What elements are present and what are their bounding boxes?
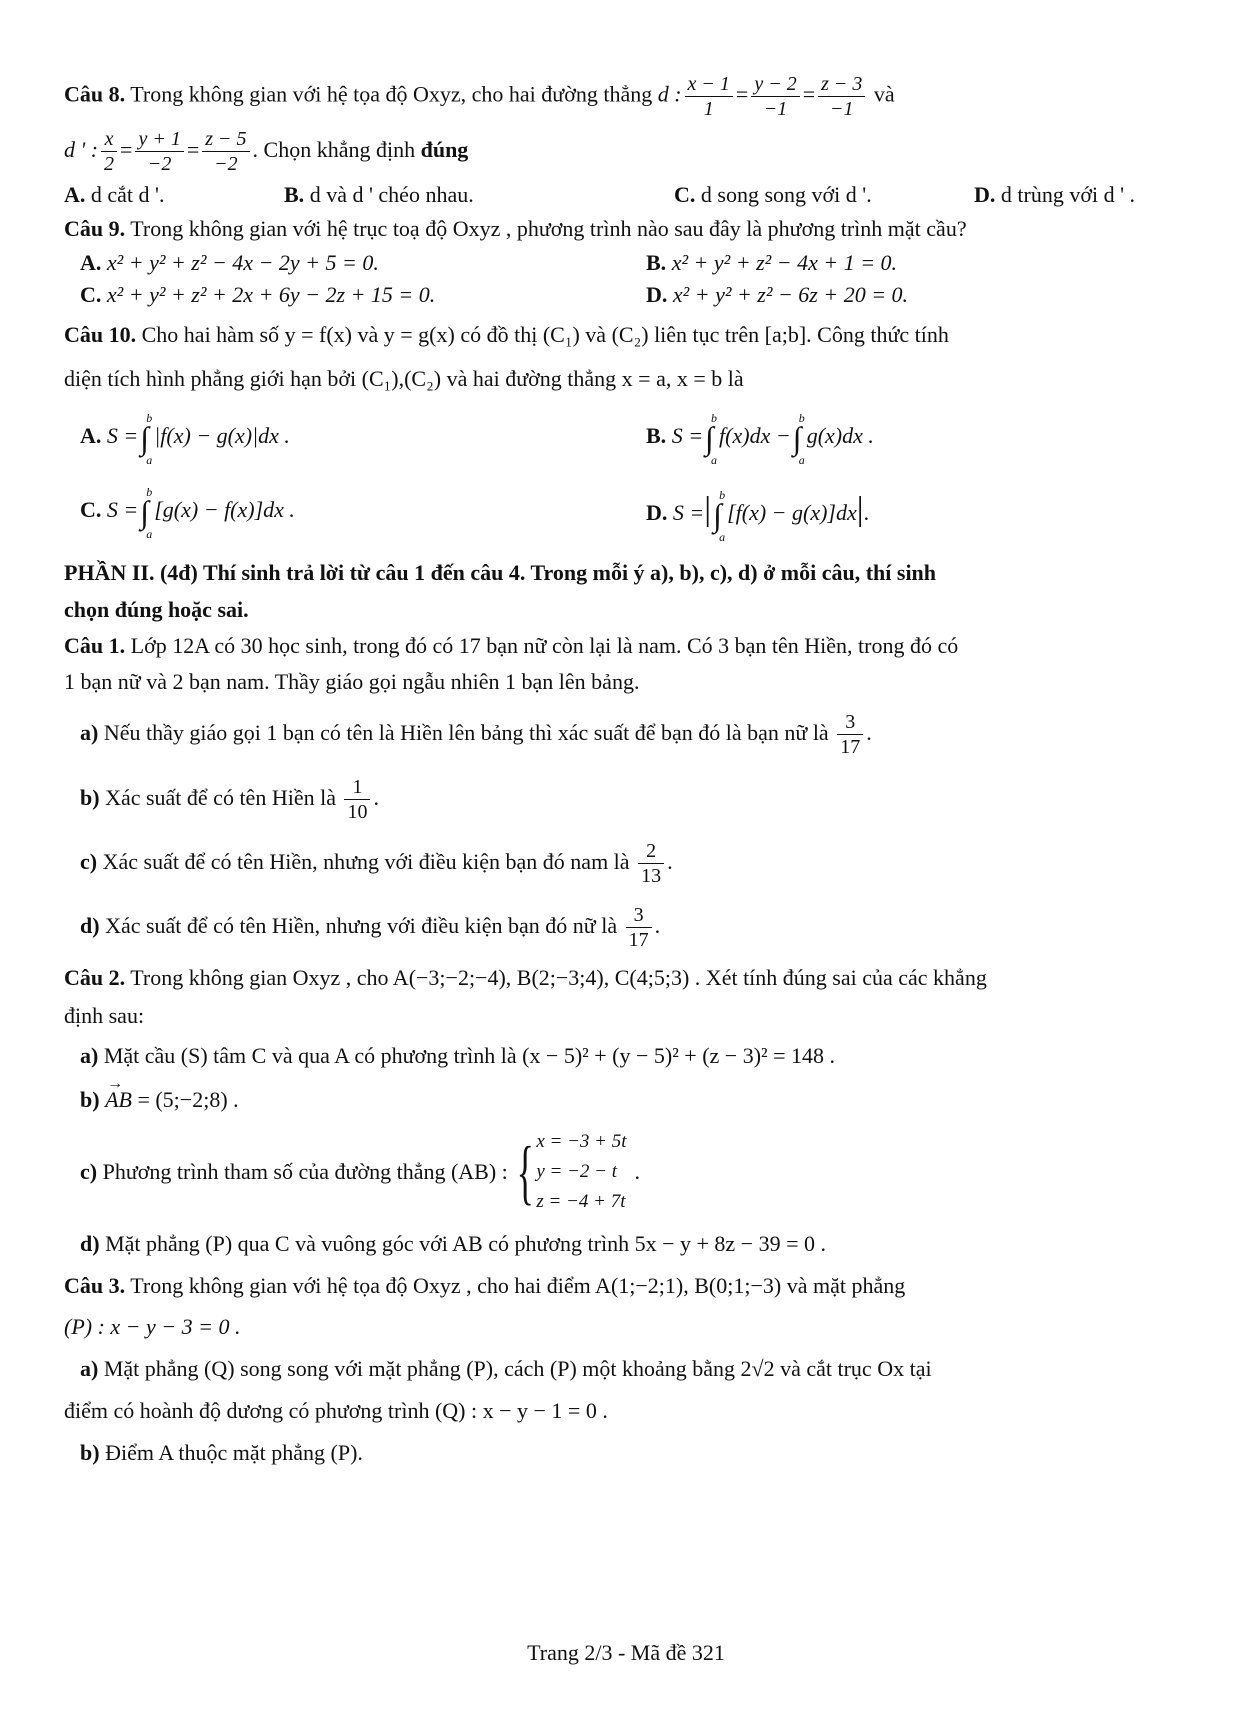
part-2-heading-line2: chọn đúng hoặc sai. [64,597,249,622]
integral-sign: ∫ b a [705,410,718,467]
question-label: Câu 10. [64,322,137,347]
option-a: A. x² + y² + z² − 4x − 2y + 5 = 0. [80,250,379,275]
fraction: $\frac{z - 3}{-1}$ [818,72,865,121]
question-text: diện tích hình phẳng giới hạn bởi (C₁),(C₂) và hai đường thẳng x = a, x = b là [64,366,744,391]
statement-c: c) Xác suất để có tên Hiền, nhưng với điều kiện bạn đó nam là $\frac{2}{13}$ . [80,840,673,888]
fraction: $\frac{z - 5}{-2}$ [202,127,249,176]
option-c: C. S =∫ b a [g(x) − f(x)]dx . [80,484,295,541]
fraction: $\frac{x - 1}{1}$ [685,72,733,121]
line-d-name: d : [657,81,682,107]
part2-question-3 [64,1266,1188,1306]
statement-c: c) Phương trình tham số của đường thẳng (AB) : { x = −3 + 5t y = −2 − t z = −4 + 7t . [64,1122,1188,1222]
question-8: Câu 8. Trong không gian với hệ tọa độ Oxyz, cho hai đường thẳng d : $\frac{x - 1}{1}$ = $\frac{y - 2}{-1}$ = $\frac{z - 3}{-1}$ và [64,73,895,120]
question-text: Cho hai hàm số y = f(x) và y = g(x) có đồ thị (C₁) và (C₂) liên tục trên [a;b]. Công thức tính [141,322,949,347]
statement-a: a) Mặt cầu (S) tâm C và qua A có phương trình là (x − 5)² + (y − 5)² + (z − 3)² = 148 . [80,1043,836,1068]
statement-b: b) → AB = (5;−2;8) . [64,1078,1188,1122]
statement-a: a) Nếu thầy giáo gọi 1 bạn có tên là Hiền lên bảng thì xác suất để bạn đó là bạn nữ là $\frac{3}{17}$ . [80,711,872,759]
fraction: $\frac{y + 1}{-2}$ [135,127,183,176]
question-10 [64,311,1188,359]
part2-question-1-line2: 1 bạn nữ và 2 bạn nam. Thầy giáo gọi ngẫu nhiên 1 bạn lên bảng. [64,669,640,694]
option-b: B. S =∫ b a f(x)dx −∫ b a g(x)dx . [646,410,874,467]
integral-sign: ∫ b a [792,410,805,467]
question-text: Trong không gian với hệ trục toạ độ Oxyz , phương trình nào sau đây là phương trình mặt cầu? [130,216,967,241]
option-b: B. x² + y² + z² − 4x + 1 = 0. [646,250,898,275]
question-text: Trong không gian với hệ tọa độ Oxyz, cho hai đường thẳng [130,81,653,107]
fraction: $\frac{2}{13}$ [638,839,664,888]
question-text: Trong không gian Oxyz , cho A(−3;−2;−4), B(2;−3;4), C(4;5;3) . Xét tính đúng sai của các khẳng [130,965,987,990]
option-b: B. d và d ' chéo nhau. [284,182,474,207]
option-d: D. x² + y² + z² − 6z + 20 = 0. [646,282,909,307]
fraction: $\frac{y - 2}{-1}$ [751,72,799,121]
parametric-system: { x = −3 + 5t y = −2 − t z = −4 + 7t [516,1131,627,1212]
page-footer: Trang 2/3 - Mã đề 321 [527,1640,725,1665]
statement-d: d) Xác suất để có tên Hiền, nhưng với điều kiện bạn đó nữ là $\frac{3}{17}$ . [80,904,661,952]
conjunction: và [873,81,895,107]
question-9-options [64,247,1188,311]
emphasis: đúng [420,137,469,162]
question-9 [64,211,1188,247]
question-text: Trong không gian với hệ tọa độ Oxyz , cho hai điểm A(1;−2;1), B(0;1;−3) và mặt phẳng [130,1273,906,1298]
question-8-line2: d ' : $\frac{x}{2}$ = $\frac{y + 1}{-2}$ = $\frac{z - 5}{-2}$ . Chọn khẳng định đúng [64,128,469,176]
question-prompt: . Chọn khẳng định [252,137,416,162]
integral-sign: ∫ b a [713,487,726,544]
statement-b: b) Điểm A thuộc mặt phẳng (P). [80,1440,363,1465]
part-2-heading: PHẦN II. (4đ) Thí sinh trả lời từ câu 1 đến câu 4. Trong mỗi ý a), b), c), d) ở mỗi câu, thí sinh [64,560,937,585]
option-c: C. x² + y² + z² + 2x + 6y − 2z + 15 = 0. [80,282,436,307]
option-d: D. S =|∫ b a [f(x) − g(x)]dx|. [646,487,870,544]
option-d: D. d trùng với d ' . [974,182,1136,207]
question-10-options [64,399,1188,550]
option-a: A. S =∫ b a |f(x) − g(x)|dx . [80,410,290,467]
vector-ab: → AB [105,1078,132,1122]
question-label: Câu 8. [64,81,126,107]
fraction: $\frac{1}{10}$ [344,775,370,824]
question-label: Câu 1. [64,633,126,658]
question-label: Câu 3. [64,1273,126,1298]
option-a: A. d cắt d '. [64,182,165,207]
option-c: C. d song song với d '. [674,182,872,207]
statement-b: b) Xác suất để có tên Hiền là $\frac{1}{10}$ . [80,776,379,824]
statement-a: a) Mặt phẳng (Q) song song với mặt phẳng (P), cách (P) một khoảng bằng 2√2 và cắt trục Ox tại [80,1356,932,1381]
statement-a-line2: điểm có hoành độ dương có phương trình (Q) : x − y − 1 = 0 . [64,1398,608,1423]
fraction: $\frac{3}{17}$ [626,903,652,952]
integral-sign: ∫ b a [140,410,153,467]
question-label: Câu 2. [64,965,126,990]
fraction: $\frac{x}{2}$ [101,127,117,176]
fraction: $\frac{3}{17}$ [837,710,863,759]
part2-question-2 [64,958,1188,998]
part2-question-1 [64,628,1188,664]
statement-d: d) Mặt phẳng (P) qua C và vuông góc với AB có phương trình 5x − y + 8z − 39 = 0 . [80,1231,826,1256]
question-10-line2 [64,359,1188,399]
question-label: Câu 9. [64,216,126,241]
line-dprime-name: d ' : [64,137,99,162]
question-8-options [64,179,1188,211]
part2-question-3-line2: (P) : x − y − 3 = 0 . [64,1314,241,1339]
part2-question-2-line2: định sau: [64,1003,145,1028]
integral-sign: ∫ b a [140,484,153,541]
question-text: Lớp 12A có 30 học sinh, trong đó có 17 bạn nữ còn lại là nam. Có 3 bạn tên Hiền, trong đó có [130,633,959,658]
